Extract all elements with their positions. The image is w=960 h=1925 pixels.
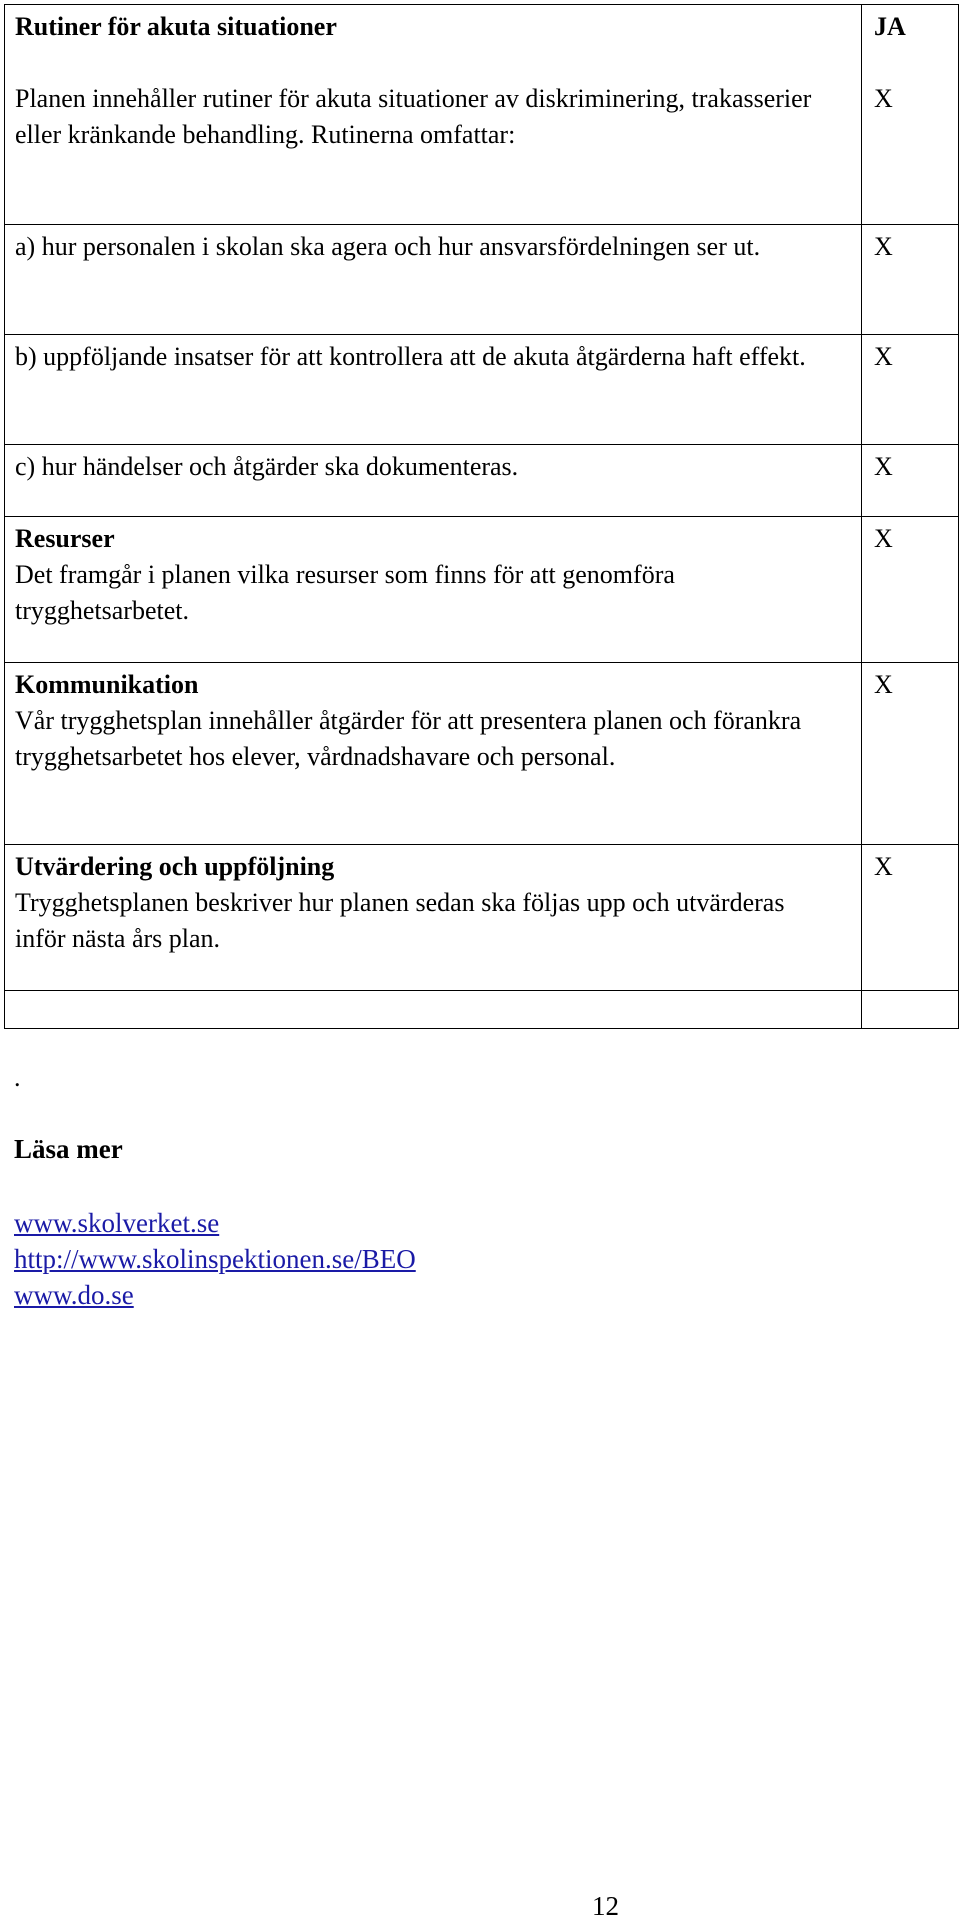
check-mark: X bbox=[874, 342, 893, 371]
table-row bbox=[5, 225, 959, 335]
table-row bbox=[5, 445, 959, 517]
row-text: Trygghetsplanen beskriver hur planen sedan ska följas upp och utvärderas inför nästa års plan. bbox=[15, 888, 785, 953]
row-text-cell bbox=[5, 845, 862, 991]
table-row bbox=[5, 663, 959, 845]
row-mark-cell bbox=[862, 5, 959, 225]
empty-cell bbox=[5, 991, 862, 1029]
row-text-cell bbox=[5, 517, 862, 663]
check-mark: X bbox=[874, 452, 893, 481]
table-row-empty bbox=[5, 991, 959, 1029]
empty-cell bbox=[862, 991, 959, 1029]
row-mark-cell bbox=[862, 335, 959, 445]
check-mark: X bbox=[874, 232, 893, 261]
row-text: Planen innehåller rutiner för akuta situationer av diskriminering, trakasserier eller kränkande behandling. Rutinerna omfattar: bbox=[15, 84, 812, 149]
row-text-cell bbox=[5, 335, 862, 445]
row-text: b) uppföljande insatser för att kontrollera att de akuta åtgärderna haft effekt. bbox=[15, 342, 806, 371]
table-row bbox=[5, 5, 959, 225]
row-text-cell bbox=[5, 5, 862, 225]
link-do[interactable]: www.do.se bbox=[14, 1280, 134, 1310]
check-mark: X bbox=[874, 670, 893, 699]
read-more-heading: Läsa mer bbox=[14, 1134, 123, 1164]
link-skolinspektionen[interactable]: http://www.skolinspektionen.se/BEO bbox=[14, 1244, 416, 1274]
row-mark-cell bbox=[862, 225, 959, 335]
row-text: Det framgår i planen vilka resurser som finns för att genomföra trygghetsarbetet. bbox=[15, 560, 675, 625]
separator-dot: . bbox=[14, 1063, 21, 1092]
column-header-ja: JA bbox=[874, 12, 906, 41]
row-text: Vår trygghetsplan innehåller åtgärder för att presentera planen och förankra trygghetsarbetet hos elever, vårdnadshavare och personal. bbox=[15, 706, 802, 771]
checklist-table bbox=[4, 4, 959, 1029]
table-row bbox=[5, 845, 959, 991]
row-title: Utvärdering och uppföljning bbox=[15, 852, 335, 881]
check-mark: X bbox=[874, 852, 893, 881]
row-text-cell bbox=[5, 225, 862, 335]
table-row bbox=[5, 335, 959, 445]
row-title: Rutiner för akuta situationer bbox=[15, 12, 337, 41]
row-text: c) hur händelser och åtgärder ska dokumenteras. bbox=[15, 452, 519, 481]
row-mark-cell bbox=[862, 445, 959, 517]
check-mark: X bbox=[874, 84, 893, 113]
page-number: 12 bbox=[592, 1891, 619, 1921]
link-skolverket[interactable]: www.skolverket.se bbox=[14, 1208, 220, 1238]
row-text-cell bbox=[5, 445, 862, 517]
row-text-cell bbox=[5, 663, 862, 845]
read-more-links bbox=[14, 1205, 416, 1313]
row-mark-cell bbox=[862, 517, 959, 663]
check-mark: X bbox=[874, 524, 893, 553]
row-title: Kommunikation bbox=[15, 670, 199, 699]
row-mark-cell bbox=[862, 663, 959, 845]
row-title: Resurser bbox=[15, 524, 115, 553]
row-mark-cell bbox=[862, 845, 959, 991]
table-row bbox=[5, 517, 959, 663]
row-text: a) hur personalen i skolan ska agera och hur ansvarsfördelningen ser ut. bbox=[15, 232, 761, 261]
